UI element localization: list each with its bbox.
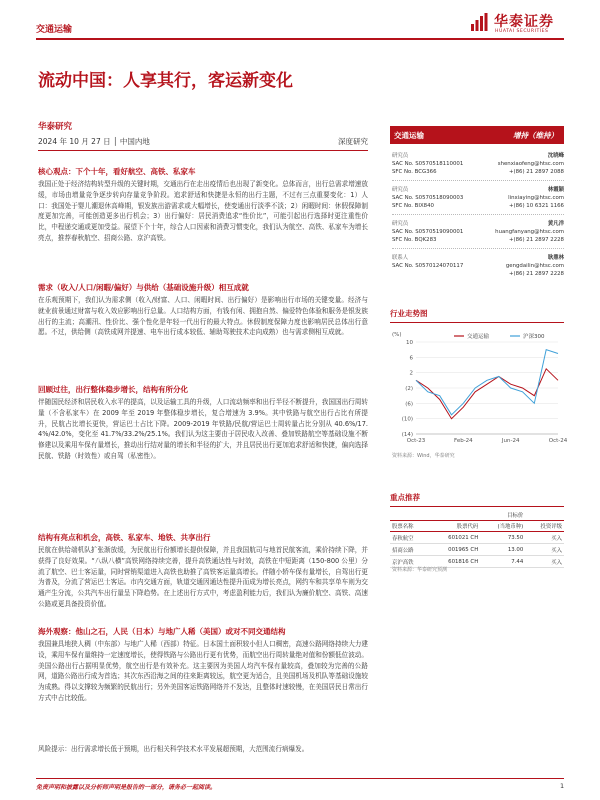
y-tick-label: (14) (401, 432, 413, 438)
section-text-core: 我国正处于经济结构转型升级的关键时期，交通出行在走出疫情后也出现了新变化。总体而言，出行总需求增速放缓，市场由增量竞争逐步转向存量竞争阶段。追求舒适和快捷是永恒的出行主题，不过有三点重要变化：1）人口：我国处于婴儿潮退休高峰期，银发族出游需求或大幅增长，使变通出行淡季不淡；2）闲暇时间：休假保障制度更加完善，可能创造更多出行机会；3）出行偏好：居民消费追求“性价比”，可能引起出行选择时更注重性价比，中程递交通或更加受益。展望下个十年，综合人口因素和消费习惯变化，我们认为航空、高铁、私家车为增长亮点，推荐春秋航空、招商公路、京沪高铁。 (38, 180, 368, 242)
y-tick-label: 2 (409, 370, 413, 377)
analyst-email[interactable]: shenxiaofeng@htsc.com (497, 161, 564, 167)
section-title-demand: 需求（收入/人口/闲暇/偏好）与供给（基础设施升级）相互成就 (38, 283, 249, 292)
header-price-label: 目标价 (480, 510, 525, 521)
report-region: 中国内地 (119, 137, 150, 146)
stock-name: 京沪高铁 (390, 556, 429, 568)
stock-rating: 买入 (525, 544, 564, 556)
analyst-phone: +(86) 21 2897 2228 (508, 237, 564, 243)
report-kind: 深度研究 (338, 137, 368, 146)
analyst-divider (392, 248, 564, 249)
stock-price: 7.44 (480, 556, 525, 568)
stock-code: 601816 CH (429, 556, 481, 568)
table-source: 资料来源：华泰研究预测 (392, 567, 448, 573)
rating-sector: 交通运输 (394, 131, 424, 140)
analyst-card (392, 220, 564, 244)
section-text-structure: 民航在供给端机队扩张渐放缓，为民航出行份额增长提供保障，并且我国航司与地首民航客流，乘价持续下降，并获得了良好效果。“八纵八横”高铁网络持续完善，提升高铁通达性与时效，高铁在中短距离（150-800 公里）分流了航空、巴士客运量，同时营销渠道进入高铁也助推了高铁客运量高增长。伴随小轿车保有量增长，自驾出行更为普及，分流了营运巴士客运。市内交通方面，轨道交通因通达性提升而成为增长亮点，网约车和共享单车则为交通产生分流，公共汽车出行量呈下降趋势。在上述出行方式中，考虑盈利能力后，我们认为廉价航空、高铁、高速公路或更具备投资价值。 (38, 546, 368, 608)
industry-trend-chart (390, 328, 568, 450)
logo-text-en: HUATAI SECURITIES (495, 29, 549, 34)
analyst-sac: SAC No. S0570518110001 (392, 161, 464, 167)
header-code: 股票代码 (429, 521, 481, 532)
y-tick-label: (10) (401, 416, 413, 423)
x-tick-label: Oct-23 (406, 438, 426, 444)
analyst-sfc: SFC No. BQK283 (392, 237, 437, 243)
header-name: 股票名称 (390, 521, 429, 532)
y-tick-label: (2) (405, 386, 413, 392)
analyst-sfc: SFC No. BCG366 (392, 169, 437, 175)
stock-price: 13.00 (480, 544, 525, 556)
stock-name: 春秋航空 (390, 532, 429, 544)
analyst-sac: SAC No. S0570519090001 (392, 229, 464, 235)
stock-price: 73.50 (480, 532, 525, 544)
y-tick-label: 6 (409, 355, 413, 362)
huatai-logo (470, 10, 570, 38)
x-tick-label: Feb-24 (453, 438, 473, 444)
y-unit-label: (%) (392, 332, 402, 338)
report-date: 2024 年 10 月 27 日 (38, 137, 111, 146)
analyst-role: 研究员 (392, 221, 409, 227)
logo-mark-icon (470, 12, 490, 32)
section-text-review: 伴随国民经济和居民收入水平的提高，以及运输工具的升级，人口流动频率和出行半径不断提升，我国国出行周转量（不含私家车）在 2009 年至 2019 年整体稳步增长，复合增速为 3.9%。其中铁路与航空出行占比有所提升，民航占比增长更快，营运巴士占比下降。2009-2019 年铁路/民航/营运巴士周转量占比分别从 40.6%/17.4%/42.0%，变化至 41.7%/33.2%/25.1%。我们认为这主要由于居民收入改善、叠加铁路航空等基础设施不断修建以及乘用车保有量增长，推动出行结对量的增长和半径的扩大，并且居民出行更加追求舒适和快捷，偏向选择民航、铁路（时效性）或自驾（私密性）。 (38, 398, 368, 460)
analyst-sfc: SFC No. BIX840 (392, 203, 434, 209)
stock-table (390, 510, 564, 568)
analyst-phone: +(86) 21 2897 2228 (508, 271, 564, 277)
report-type: 华泰研究 (38, 122, 73, 132)
y-tick-label: (6) (405, 401, 413, 408)
table-row (390, 544, 564, 556)
header-price-unit: (当地币种) (480, 521, 525, 532)
section-title-core: 核心观点：下个十年，看好航空、高铁、私家车 (38, 167, 196, 176)
stock-code: 601021 CH (429, 532, 481, 544)
analyst-phone: +(86) 21 2897 2088 (508, 169, 564, 175)
series-line-2 (416, 350, 558, 415)
analyst-role: 联系人 (392, 255, 409, 261)
page-number: 1 (560, 782, 565, 790)
analyst-phone: +(86) 10 6321 1166 (508, 203, 564, 209)
analyst-email[interactable]: linxiaying@htsc.com (508, 195, 564, 201)
analyst-name: 黄凡洋 (547, 221, 564, 227)
header-rating: 投资评级 (525, 521, 564, 532)
section-title-overseas: 海外观察：他山之石，人民（日本）与地广人稀（美国）或对不同交通结构 (38, 627, 286, 636)
stock-rating: 买入 (525, 556, 564, 568)
rating-value: 增持（维持） (513, 131, 558, 140)
analyst-card (392, 152, 564, 176)
analyst-card (392, 254, 564, 277)
date-line (38, 136, 368, 151)
analyst-role: 研究员 (392, 153, 409, 159)
rating-header (390, 126, 564, 144)
header-divider (36, 38, 564, 40)
analyst-card (392, 186, 564, 210)
analyst-sac: SAC No. S0570124070117 (392, 263, 464, 269)
header-sector-tag: 交通运输 (36, 25, 73, 35)
section-text-overseas: 我国兼具地狭人稠（中东部）与地广人稀（西部）特征。日本国土面积较小但人口稠密，高速公路网络持续大力建设，乘用车保有量维持一定速度增长，使得铁路与公路出行更有优势，而航空出行周转量绝对值和份额低位波动。美国公路出行占据明显优势，航空出行是有效补充。这主要因为美国人均汽车保有量较高，叠加较为完善的公路网，道路公路出行成为首选；其次东西沿海之间的往来距离较远，航空更为适合，且美国机场及机队等基础设施较为成熟。得以支撑较为频繁的民航出行；另外美国客运铁路网络并不发达，且整体时速较慢，在美国居民日常出行方式中占比较低。 (38, 640, 368, 702)
analyst-name: 沈晓峰 (547, 153, 564, 159)
stock-code: 001965 CH (429, 544, 481, 556)
table-row (390, 532, 564, 544)
section-title-review: 回顾过往，出行整体稳步增长，结构有所分化 (38, 385, 188, 394)
logo-text-cn: 华泰证券 (494, 14, 554, 30)
stocks-title: 重点推荐 (390, 492, 564, 507)
analyst-role: 研究员 (392, 187, 409, 193)
analyst-name: 林霞颖 (547, 187, 564, 193)
analyst-email[interactable]: huangfanyang@htsc.com (495, 229, 564, 235)
footer-disclaimer: 免责声明和披露以及分析师声明是报告的一部分，请务必一起阅读。 (36, 784, 217, 791)
section-text-demand: 在乐观预期下，我们认为需求侧（收入/财富、人口、闲暇时间、出行偏好）是影响出行市场的关键变量。经济与就业前景通过财富与收入效应影响出行总量。人口结构方面，有钱有闲、拥抱自然、偏爱特色体验和服务是银发族出行的主流；高潮汛、性价比、强个性化是年轻一代出行的最大特点。休假制度保障力度也影响居民总体出行意愿。不过，供给侧（高铁成网并提速、电车出行成本较低、辅助驾驶技术走向成熟）也与需求侧相互成就。 (38, 296, 368, 337)
section-title-structure: 结构有亮点和机会，高铁、私家车、地铁、共享出行 (38, 533, 211, 542)
stock-name: 招商公路 (390, 544, 429, 556)
analyst-sac: SAC No. S0570518090003 (392, 195, 464, 201)
report-title: 流动中国：人享其行，客运新变化 (38, 71, 293, 91)
chart-source: 资料来源：Wind，华泰研究 (392, 453, 455, 459)
legend-label: 交通运输 (467, 334, 490, 340)
x-tick-label: Oct-24 (548, 438, 568, 444)
chart-title: 行业走势图 (390, 308, 564, 323)
stock-rating: 买入 (525, 532, 564, 544)
y-tick-label: 10 (406, 340, 413, 346)
analyst-divider (392, 214, 564, 215)
legend-label: 沪深300 (523, 334, 545, 340)
footer-divider (36, 778, 564, 779)
date-sep: │ (113, 137, 118, 146)
risk-note: 风险提示：出行需求增长低于预期，出行相关科学技术水平发展超预期，大范围流行病爆发。 (38, 745, 309, 753)
analyst-divider (392, 180, 564, 181)
analyst-name: 耿鼎林 (547, 255, 564, 261)
analyst-email[interactable]: gengdailin@htsc.com (505, 263, 564, 269)
x-tick-label: Jun-24 (501, 438, 520, 444)
